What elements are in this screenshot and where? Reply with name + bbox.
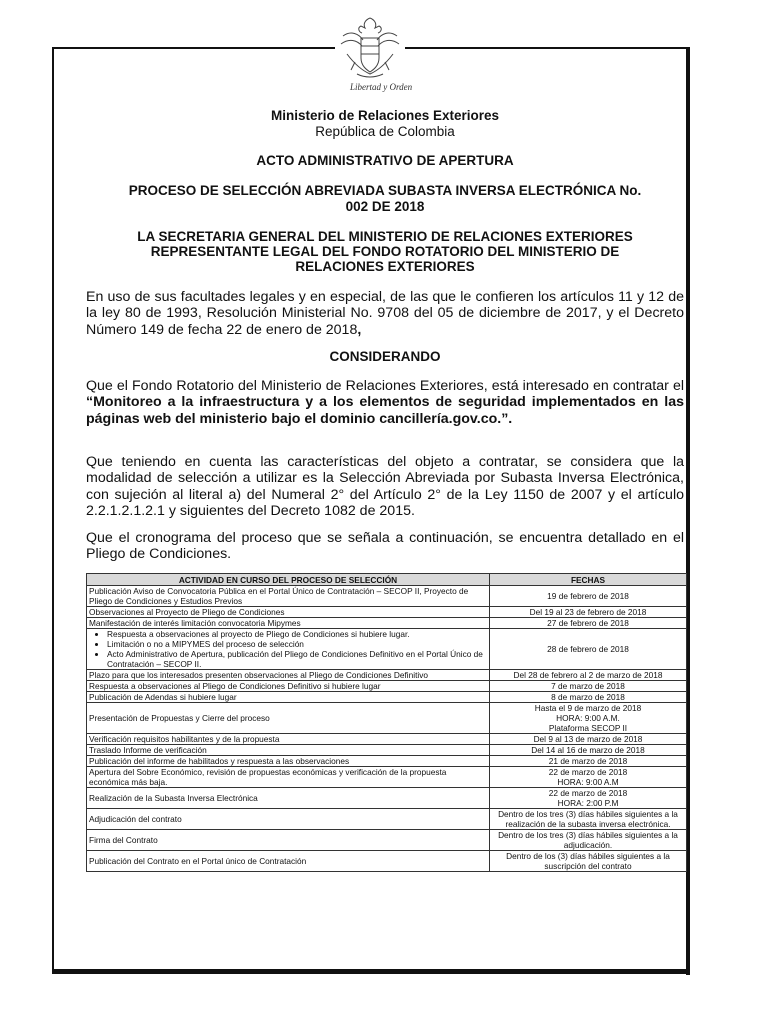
date-cell: Dentro de los tres (3) días hábiles siguientes a la adjudicación. bbox=[490, 830, 687, 851]
activity-bullet-list bbox=[89, 629, 487, 669]
activity-cell bbox=[87, 629, 490, 670]
list-item: • Limitación o no a MIPYMES del proceso de selección bbox=[107, 639, 487, 649]
activity-cell: Manifestación de interés limitación convocatoria Mipymes bbox=[87, 618, 490, 629]
paragraph-1-text: Que el Fondo Rotatorio del Ministerio de Relaciones Exteriores, está interesado en contratar el bbox=[86, 378, 684, 394]
activity-cell: Plazo para que los interesados presenten observaciones al Pliego de Condiciones Definitivo bbox=[87, 670, 490, 681]
secretary-line-3: RELACIONES EXTERIORES bbox=[295, 259, 475, 274]
paragraph-3: Que el cronograma del proceso que se señala a continuación, se encuentra detallado en el Pliego de Condiciones. bbox=[86, 530, 684, 563]
table-header-row bbox=[87, 574, 687, 586]
table-row bbox=[87, 629, 687, 670]
schedule-table bbox=[86, 573, 687, 872]
paragraph-1 bbox=[86, 378, 684, 427]
date-cell bbox=[490, 767, 687, 788]
coat-of-arms-icon bbox=[335, 14, 405, 80]
date-cell: Del 19 al 23 de febrero de 2018 bbox=[490, 607, 687, 618]
activity-cell: Publicación de Adendas si hubiere lugar bbox=[87, 692, 490, 703]
table-row bbox=[87, 586, 687, 607]
table-row bbox=[87, 851, 687, 872]
table-row bbox=[87, 756, 687, 767]
considerando-heading: CONSIDERANDO bbox=[329, 349, 441, 364]
date-cell: 19 de febrero de 2018 bbox=[490, 586, 687, 607]
table-row bbox=[87, 618, 687, 629]
table-row bbox=[87, 734, 687, 745]
intro-paragraph bbox=[86, 289, 684, 338]
crest-motto: Libertad y Orden bbox=[350, 82, 413, 92]
activity-cell: Apertura del Sobre Económico, revisión de propuestas económicas y verificación de la propuesta económica más baja. bbox=[87, 767, 490, 788]
date-cell: 7 de marzo de 2018 bbox=[490, 681, 687, 692]
date-cell bbox=[490, 788, 687, 809]
date-cell: 28 de febrero de 2018 bbox=[490, 629, 687, 670]
activity-cell: Firma del Contrato bbox=[87, 830, 490, 851]
activity-cell: Verificación requisitos habilitantes y de la propuesta bbox=[87, 734, 490, 745]
table-row bbox=[87, 703, 687, 734]
table-row bbox=[87, 788, 687, 809]
activity-cell: Observaciones al Proyecto de Pliego de Condiciones bbox=[87, 607, 490, 618]
paragraph-2: Que teniendo en cuenta las características del objeto a contratar, se considera que la modalidad de selección a utilizar es la Selección Abreviada por Subasta Inversa Electrónica, con sujeción al literal a) del Numeral 2° del Artículo 2° de la Ley 1150 de 2007 y el artículo 2.2.1.2.1.2.1 y siguientes del Decreto 1082 de 2015. bbox=[86, 454, 684, 519]
activity-cell: Publicación del Contrato en el Portal único de Contratación bbox=[87, 851, 490, 872]
time-line: HORA: 2:00 P.M bbox=[557, 798, 619, 808]
activity-cell: Realización de la Subasta Inversa Electrónica bbox=[87, 788, 490, 809]
date-cell: Dentro de los (3) días hábiles siguientes a la suscripción del contrato bbox=[490, 851, 687, 872]
table-row bbox=[87, 745, 687, 756]
column-header-dates: FECHAS bbox=[490, 574, 687, 586]
column-header-activity: ACTIVIDAD EN CURSO DEL PROCESO DE SELECCIÓN bbox=[87, 574, 490, 586]
list-item: • Acto Administrativo de Apertura, publicación del Pliego de Condiciones Definitivo en el Portal Único de Contratación – SECOP II. bbox=[107, 649, 487, 669]
activity-cell: Publicación Aviso de Convocatoria Pública en el Portal Único de Contratación – SECOP II, Proyecto de Pliego de Condiciones y Estudios Previos bbox=[87, 586, 490, 607]
table-row bbox=[87, 830, 687, 851]
process-title: PROCESO DE SELECCIÓN ABREVIADA SUBASTA INVERSA ELECTRÓNICA No. bbox=[128, 183, 642, 198]
activity-cell: Respuesta a observaciones al Pliego de Condiciones Definitivo si hubiere lugar bbox=[87, 681, 490, 692]
table-row bbox=[87, 681, 687, 692]
date-cell: Del 9 al 13 de marzo de 2018 bbox=[490, 734, 687, 745]
table-row bbox=[87, 692, 687, 703]
act-title: ACTO ADMINISTRATIVO DE APERTURA bbox=[256, 153, 514, 168]
date-cell: 8 de marzo de 2018 bbox=[490, 692, 687, 703]
date-line: 22 de marzo de 2018 bbox=[548, 767, 628, 777]
activity-cell: Presentación de Propuestas y Cierre del proceso bbox=[87, 703, 490, 734]
secretary-line-1: LA SECRETARIA GENERAL DEL MINISTERIO DE RELACIONES EXTERIORES bbox=[137, 229, 633, 244]
time-line: HORA: 9:00 A.M bbox=[557, 777, 619, 787]
republic-name: República de Colombia bbox=[315, 124, 455, 139]
activity-cell: Adjudicación del contrato bbox=[87, 809, 490, 830]
date-cell: Dentro de los tres (3) días hábiles siguientes a la realización de la subasta inversa electrónica. bbox=[490, 809, 687, 830]
intro-end: , bbox=[357, 321, 362, 338]
date-cell: 27 de febrero de 2018 bbox=[490, 618, 687, 629]
contract-object: “Monitoreo a la infraestructura y a los elementos de seguridad implementados en las páginas web del ministerio bajo el dominio cancillería.gov.co.”. bbox=[86, 394, 684, 427]
table-row bbox=[87, 767, 687, 788]
process-number: 002 DE 2018 bbox=[345, 199, 425, 214]
platform-line: Plataforma SECOP II bbox=[548, 723, 628, 733]
date-cell bbox=[490, 703, 687, 734]
activity-cell: Traslado Informe de verificación bbox=[87, 745, 490, 756]
list-item: • Respuesta a observaciones al proyecto de Pliego de Condiciones si hubiere lugar. bbox=[107, 629, 487, 639]
page-border-shadow-bottom bbox=[52, 969, 690, 974]
intro-text: En uso de sus facultades legales y en especial, de las que le confieren los artículos 11 y 12 de la ley 80 de 1993, Resolución Ministerial No. 9708 del 05 de diciembre de 2017, y el Decreto Número 149 de fecha 22 de enero de 2018 bbox=[86, 289, 684, 338]
date-line: Hasta el 9 de marzo de 2018 bbox=[534, 703, 642, 713]
time-line: HORA: 9:00 A.M. bbox=[556, 713, 620, 723]
date-cell: Del 28 de febrero al 2 de marzo de 2018 bbox=[490, 670, 687, 681]
table-row bbox=[87, 670, 687, 681]
secretary-line-2: REPRESENTANTE LEGAL DEL FONDO ROTATORIO DEL MINISTERIO DE bbox=[150, 244, 620, 259]
ministry-name: Ministerio de Relaciones Exteriores bbox=[270, 108, 500, 123]
date-cell: Del 14 al 16 de marzo de 2018 bbox=[490, 745, 687, 756]
table-row bbox=[87, 809, 687, 830]
date-line: 22 de marzo de 2018 bbox=[548, 788, 628, 798]
table-row bbox=[87, 607, 687, 618]
date-cell: 21 de marzo de 2018 bbox=[490, 756, 687, 767]
activity-cell: Publicación del informe de habilitados y respuesta a las observaciones bbox=[87, 756, 490, 767]
